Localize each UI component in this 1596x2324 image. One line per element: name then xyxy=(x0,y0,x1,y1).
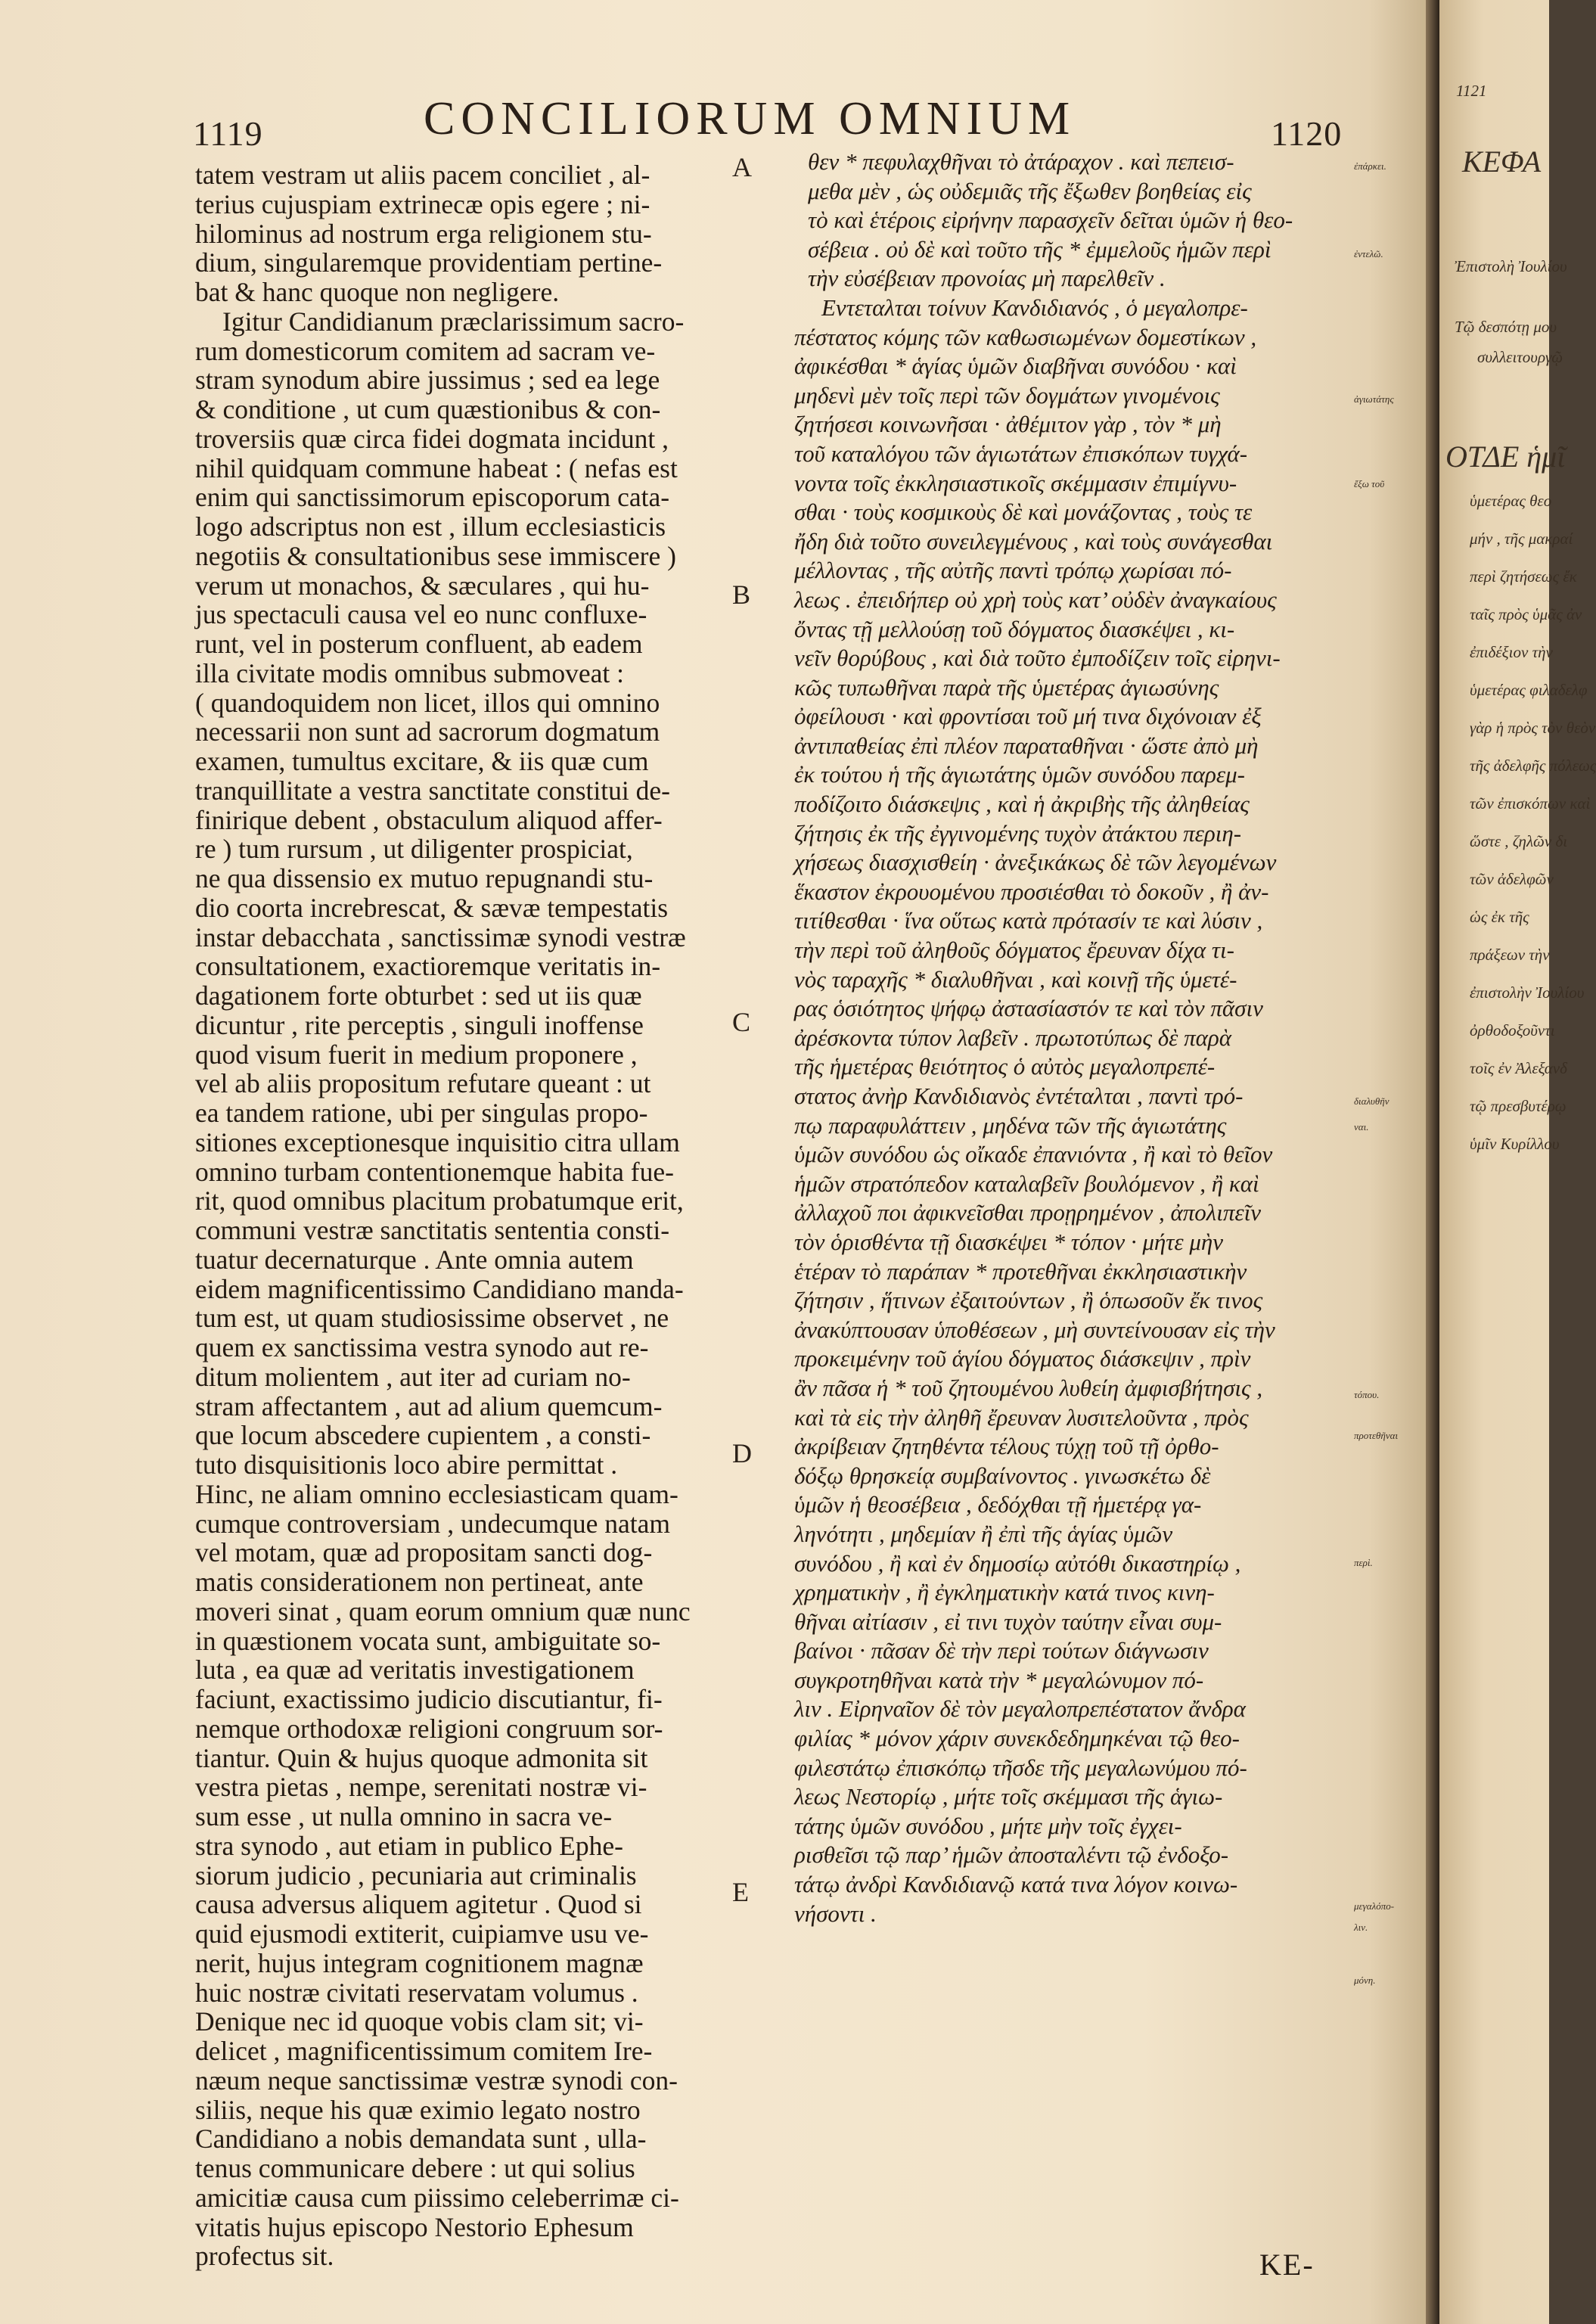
page-number-left: 1119 xyxy=(193,114,263,153)
right-line-9: ἐπιδέξιον τὴν xyxy=(1470,643,1553,661)
margin-marker-a: A xyxy=(732,152,752,182)
greek-paragraph-2: Εντεταλται τοίνυν Κανδιδιανός , ὁ μεγαλοπρε- πέστατος κόμης τῶν καθωσιωμένων δομεστίκων , ἀφικέσθαι * ἁγίας ὑμῶν διαβῆναι συνόδου · καὶ μηδενὶ μὲν τοῖς περὶ τῶν δογμάτων γινομένοις ζητήσεσι κοινωνῆσαι · ἀθέμιτον γὰρ , τὸν * μὴ τοῦ καταλόγου τῶν ἁγιωτάτων ἐπισκόπων τυγχά- νοντα τοῖς ἐκκλησιαστικοῖς σκέμμασιν ἐπιμίγνυ- σθαι · τοὺς κοσμικοὺς δὲ καὶ μονάζοντας , τοὺς τε ἤδη διὰ τοῦτο συνειλεγμένους , καὶ τοὺς συνάγεσθαι μέλλοντας , τῆς αὐτῆς παντὶ τρόπῳ χωρίσαι πό- λεως . ἐπειδήπερ οὐ χρὴ τοὺς κατ’ οὐδὲν ἀναγκαίους ὄντας τῇ μελλούσῃ τοῦ δόγματος διασκέψει , κι- νεῖν θορύβους , καὶ διὰ τοῦτο ἐμποδίζειν τοῖς εἰρηνι- κῶς τυπωθῆναι παρὰ τῆς ὑμετέρας ἁγιωσύνης ὀφείλουσι · καὶ φροντίσαι τοῦ μή τινα διχόνοιαν ἐξ ἀντιπαθείας ἐπὶ πλέον παραταθῆναι · ὥστε ἀπὸ μὴ ἐκ τούτου ἡ τῆς ἁγιωτάτης ὑμῶν συνόδου παρεμ- ποδίζοιτο διάσκεψις , καὶ ἡ ἀκριβὴς τῆς ἀληθείας ζήτησις ἐκ τῆς ἐγγινομένης τυχὸν ἀτάκτου περιη- χήσεως διασχισθείη · ἀνεξικάκως δὲ τῶν λεγομένων ἕκαστον ἐκρουομένου προσιέσθαι τὸ δοκοῦν , ἢ ἀν- τιτίθεσθαι · ἵνα οὕτως κατὰ πρότασίν τε καὶ λύσιν , τὴν περὶ τοῦ ἀληθοῦς δόγματος ἔρευναν δίχα τι- νὸς ταραχῆς * διαλυθῆναι , καὶ κοινῇ τῆς ὑμετέ- ρας ὁσιότητος ψήφῳ ἀστασίαστόν τε καὶ τὸν πᾶσιν ἀρέσκοντα τύπον λαβεῖν . πρωτοτύπως δὲ παρὰ τῆς ἡμετέρας θειότητος ὁ αὐτὸς μεγαλοπρεπέ- στατος ἀνὴρ Κανδιδιανὸς ἐντέταλται , παντὶ τρό- πῳ παραφυλάττειν , μηδένα τῶν τῆς ἁγιωτάτης ὑμῶν συνόδου ὡς οἴκαδε ἐπανιόντα , ἢ καὶ τὸ θεῖον ἡμῶν στρατόπεδον καταλαβεῖν βουλόμενον , ἢ καὶ ἀλλαχοῦ ποι ἀφικνεῖσθαι προῃρημένον , ἀπολιπεῖν τὸν ὁρισθέντα τῇ διασκέψει * τόπον · μήτε μὴν ἑτέραν τὸ παράπαν * προτεθῆναι ἐκκλησιαστικὴν ζήτησιν , ἥτινων ἐξαιτούντων , ἢ ὁπωσοῦν ἔκ τινος ἀνακύπτουσαν ὑποθέσεων , μὴ συντείνουσαν εἰς τὴν προκειμένην τοῦ ἁγίου δόγματος διάσκεψιν , πρὶν ἂν πᾶσα ἡ * τοῦ ζητουμένου λυθείη ἀμφισβήτησις , καὶ τὰ εἰς τὴν ἀληθῆ ἔρευναν λυσιτελοῦντα , πρὸς ἀκρίβειαν ζητηθέντα τέλους τύχῃ τοῦ τῇ ὀρθο- δόξῳ θρησκείᾳ συμβαίνοντος . γινωσκέτω δὲ ὑμῶν ἡ θεοσέβεια , δεδόχθαι τῇ ἡμετέρᾳ γα- ληνότητι , μηδεμίαν ἢ ἐπὶ τῆς ἁγίας ὑμῶν συνόδου , ἢ καὶ ἐν δημοσίῳ αὐτόθι δικαστηρίῳ , χρηματικὴν , ἢ ἐγκληματικὴν κατά τινος κινη- θῆναι αἰτίασιν , εἰ τινι τυχὸν ταύτην εἶναι συμ- βαίνοι · πᾶσαν δὲ τὴν περὶ τούτων διάγνωσιν συγκροτηθῆναι κατὰ τὴν * μεγαλώνυμον πό- λιν . Εἰρηναῖον δὲ τὸν μεγαλοπρεπέστατον ἄνδρα φιλίας * μόνον χάριν συνεκδεδημηκέναι τῷ θεο- φιλεστάτῳ ἐπισκόπῳ τῆσδε τῆς μεγαλωνύμου πό- λεως Νεστορίῳ , μήτε τοῖς σκέμμασι τῆς ἁγιω- τάτης ὑμῶν συνόδου , μήτε μὴν τοῖς ἐγχει- ρισθεῖσι τῷ παρ’ ἡμῶν ἀποσταλέντι τῷ ἐνδοξο- τάτῳ ἀνδρὶ Κανδιδιανῷ κατά τινα λόγον κοινω- νήσοντι . xyxy=(794,294,1281,1927)
margin-note-12: μόνη. xyxy=(1354,1974,1376,1986)
right-line-17: πράξεων τὴν xyxy=(1470,946,1550,964)
margin-note-9: περὶ. xyxy=(1354,1557,1373,1568)
margin-note-1: ἐπάρκει. xyxy=(1354,160,1386,172)
right-line-13: τῶν ἐπισκόπων καὶ xyxy=(1470,794,1591,812)
right-line-22: ὑμῖν Κυρίλλου xyxy=(1470,1135,1560,1153)
right-line-11: γὰρ ἡ πρὸς τὸν θεὸν xyxy=(1470,719,1596,737)
book-gutter xyxy=(1426,0,1439,2324)
margin-note-3: ἀγιωτάτης xyxy=(1354,393,1394,405)
right-line-20: τοῖς ἐν Ἀλεξανδ xyxy=(1470,1059,1567,1077)
right-line-8: ταῖς πρὸς ὑμᾶς ἀν xyxy=(1470,605,1582,623)
right-line-16: ὡς ἐκ τῆς xyxy=(1470,908,1529,926)
page-number-right: 1120 xyxy=(1271,114,1343,153)
latin-paragraph-2: Igitur Candidianum præclarissimum sacro- rum domesticorum comitem ad sacram ve- stram synodum abire jussimus ; sed ea lege & conditione , ut cum quæstionibus & con- troversiis quæ circa fidei dogmata incidunt , nihil quidquam commune habeat : ( nefas est enim qui sanctissimorum episcoporum cata- logo adscriptus non est , illum ecclesiasticis negotiis & consultationibus sese immiscere ) verum ut monachos, & sæculares , qui hu- jus spectaculi causa vel eo nunc confluxe- runt, vel in posterum confluent, ab eadem illa civitate modis omnibus submoveat : ( quandoquidem non licet, illos qui omnino necessarii non sunt ad sacrorum dogmatum examen, tumultus excitare, & iis quæ cum tranquillitate a vestra sanctitate constitui de- finirique debent , obstaculum aliquod affer- re ) tum rursum , ut diligenter prospiciat, ne qua dissensio ex mutuo repugnandi stu- dio coorta increbrescat, & sævæ tempestatis instar debacchata , sanctissimæ synodi vestræ consultationem, exactioremque veritatis in- dagationem forte obturbet : sed ut iis quæ dicuntur , rite perceptis , singuli inoffense quod visum fuerit in medium proponere , vel ab aliis propositum refutare queant : ut ea tandem ratione, ubi per singulas propo- sitiones exceptionesque inquisitio citra ullam omnino turbam contentionemque habita fue- rit, quod omnibus placitum probatumque erit, communi vestræ sanctitatis sententia consti- tuatur decernaturque . Ante omnia autem eidem magnificentissimo Candidiano manda- tum est, ut quam studiosissime observet , ne quem ex sanctissima vestra synodo aut re- ditum molientem , aut iter ad curiam no- stram affectantem , aut ad alium quemcum- que locum abscedere cupientem , a consti- tuto disquisitionis loco abire permittat . Hinc, ne aliam omnino ecclesiasticam quam- cumque controversiam , undecumque natam vel motam, quæ ad propositam sancti dog- matis considerationem non pertineat, ante moveri sinat , quam eorum omnium quæ nunc in quæstionem vocata sunt, ambiguitate so- luta , ea quæ ad veritatis investigationem faciunt, exactissimo judicio discutiantur, fi- nemque orthodoxæ religioni congruum sor- tiantur. Quin & hujus quoque admonita sit vestra pietas , nempe, serenitati nostræ vi- sum esse , ut nulla omnino in sacra ve- stra synodo , aut etiam in publico Ephe- siorum judicio , pecuniaria aut criminalis causa adversus aliquem agitetur . Quod si quid ejusmodi extiterit, cuipiamve usu ve- nerit, hujus integram cognitionem magnæ huic nostræ civitati reservatam volumus . Denique nec id quoque vobis clam sit; vi- delicet , magnificentissimum comitem Ire- næum neque sanctissimæ vestræ synodi con- siliis, neque his quæ eximio legato nostro Candidiano a nobis demandata sunt , ulla- tenus communicare debere : ut qui solius amicitiæ causa cum piissimo celeberrimæ ci- vitatis hujus episcopo Nestorio Ephesum profectus sit. xyxy=(195,306,691,2272)
greek-paragraph-1: θεν * πεφυλαχθῆναι τὸ ἀτάραχον . καὶ πεπεισ- μεθα μὲν , ὡς οὐδεμιᾶς τῆς ἔξωθεν βοηθείας εἰς τὸ καὶ ἑτέροις εἰρήνην παρασχεῖν δεῖται ὑμῶν ἡ θεο- σέβεια . οὐ δὲ καὶ τοῦτο τῆς * ἐμμελοῦς ἡμῶν περὶ τὴν εὐσέβειαν προνοίας μὴ παρελθεῖν . xyxy=(808,148,1293,292)
margin-note-11: λιν. xyxy=(1354,1922,1368,1933)
margin-note-4: ἔξω τοῦ xyxy=(1354,478,1385,489)
margin-note-5: διαλυθῆν xyxy=(1354,1095,1390,1107)
margin-note-2: ἐντελῶ. xyxy=(1354,248,1383,259)
right-line-10: ὑμετέρας φιλαδελφ xyxy=(1470,681,1588,699)
right-line-6: μήν , τῆς μακραί xyxy=(1470,530,1573,548)
right-line-14: ὥστε , ζηλῶν δι xyxy=(1470,832,1568,850)
right-line-7: περὶ ζητήσεως ἔκ xyxy=(1470,567,1577,586)
margin-marker-d: D xyxy=(732,1438,752,1468)
right-line-12: τῆς ἀδελφῆς πόλεως xyxy=(1470,757,1596,775)
margin-note-6: ναι. xyxy=(1354,1121,1369,1132)
margin-note-10: μεγαλόπο- xyxy=(1354,1900,1395,1912)
right-line-19: ὀρθοδοξοῦντι xyxy=(1470,1021,1555,1039)
catchword: KE- xyxy=(1259,2248,1315,2282)
right-line-4: ΟΤΔΕ ἡμῖ xyxy=(1445,440,1566,474)
margin-marker-c: C xyxy=(732,1007,751,1037)
margin-marker-b: B xyxy=(732,579,751,610)
right-line-1: Ἐπιστολὴ Ἰουλίου xyxy=(1455,257,1567,275)
right-line-5: ὑμετέρας θεο xyxy=(1470,492,1552,510)
greek-column xyxy=(794,148,1333,1928)
running-title: CONCILIORUM OMNIUM xyxy=(424,93,1076,144)
right-page-number: 1121 xyxy=(1456,82,1487,100)
margin-note-7: τόπου. xyxy=(1354,1389,1380,1400)
right-book-page xyxy=(1439,0,1596,2324)
right-line-15: τῶν ἀδελφῶν xyxy=(1470,870,1554,888)
right-line-18: ἐπιστολὴν Ἰουλίου xyxy=(1470,983,1585,1002)
latin-paragraph-1: tatem vestram ut aliis pacem conciliet , al- terius cujuspiam extrinecæ opis egere ; ni- hilominus ad nostrum erga religionem stu- dium, singularemque providentiam pertine- bat & hanc quoque non negligere. xyxy=(195,160,663,307)
right-line-2: Τῷ δεσπότῃ μου xyxy=(1455,318,1557,336)
right-page-heading: ΚΕΦΑ xyxy=(1462,144,1542,179)
margin-marker-e: E xyxy=(732,1877,749,1907)
margin-note-8: προτεθῆναι xyxy=(1354,1430,1399,1441)
latin-column xyxy=(195,160,741,2271)
right-line-3: συλλειτουργῷ xyxy=(1477,348,1563,366)
right-line-21: τῷ πρεσβυτέρῳ xyxy=(1470,1097,1567,1115)
